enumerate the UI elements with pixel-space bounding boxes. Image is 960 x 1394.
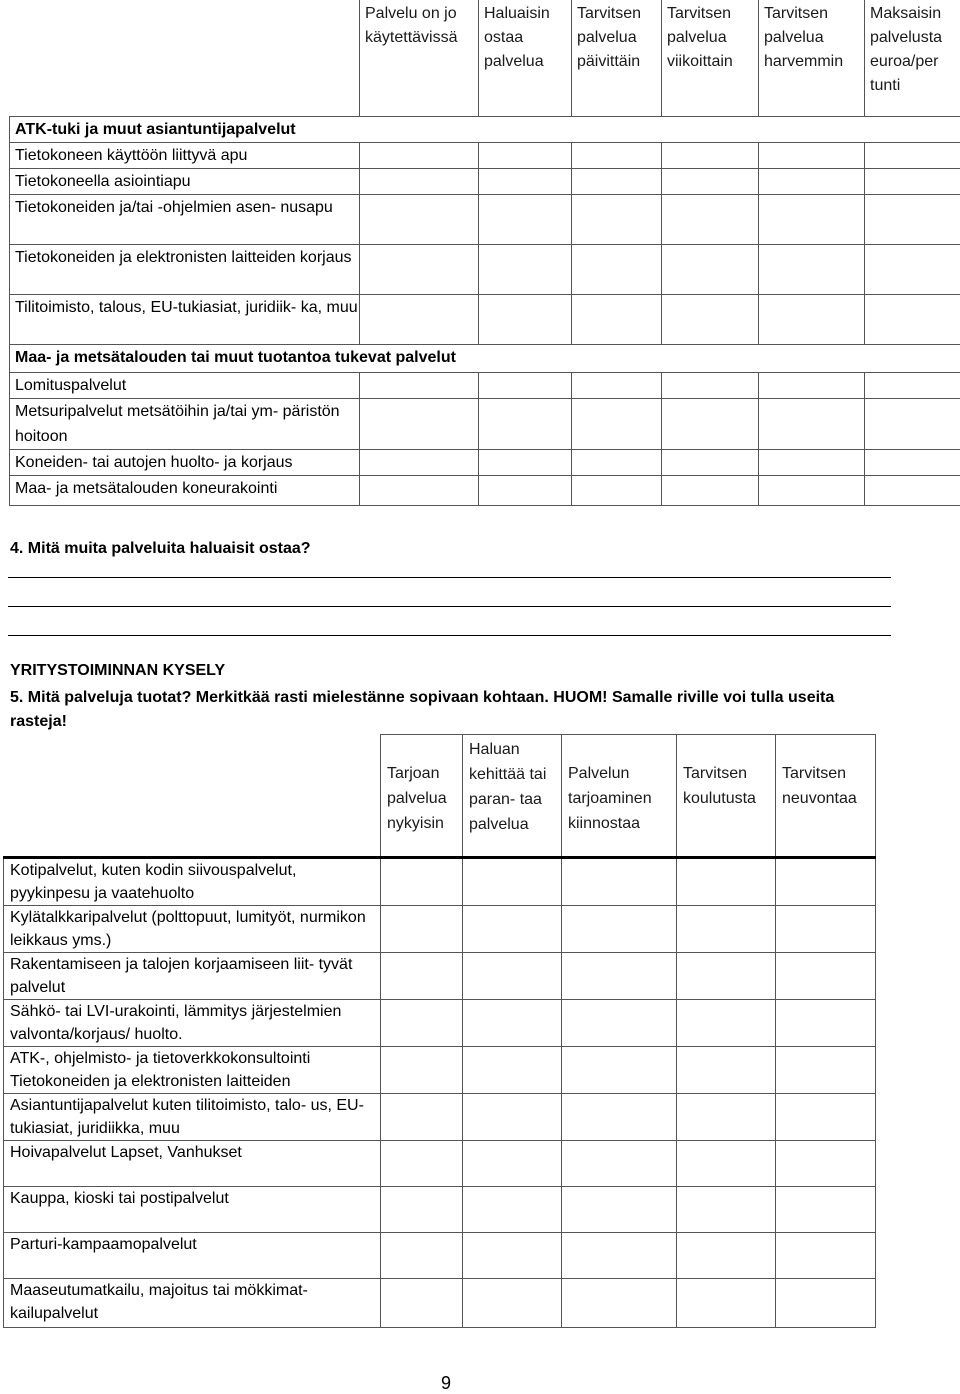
checkbox-cell[interactable] xyxy=(776,1000,876,1047)
checkbox-cell[interactable] xyxy=(759,194,865,244)
checkbox-cell[interactable] xyxy=(381,906,463,953)
checkbox-cell[interactable] xyxy=(572,398,662,449)
checkbox-cell[interactable] xyxy=(662,194,759,244)
row-label: Kotipalvelut, kuten kodin siivouspalvelut, pyykinpesu ja vaatehuolto xyxy=(4,858,381,906)
col-header-interested: Palvelun tarjoaminen kiinnostaa xyxy=(562,735,677,858)
checkbox-cell[interactable] xyxy=(463,1047,562,1094)
section-row-agriculture xyxy=(10,344,960,372)
checkbox-cell[interactable] xyxy=(572,244,662,294)
checkbox-cell[interactable] xyxy=(562,1279,677,1328)
question-4: 4. Mitä muita palveluita haluaisit ostaa? xyxy=(10,540,311,557)
checkbox-cell[interactable] xyxy=(572,142,662,168)
checkbox-cell[interactable] xyxy=(662,142,759,168)
checkbox-cell[interactable] xyxy=(463,1187,562,1233)
price-cell[interactable] xyxy=(865,194,960,244)
checkbox-cell[interactable] xyxy=(662,372,759,398)
row-label: Tilitoimisto, talous, EU-tukiasiat, juridiik- ka, muu xyxy=(10,294,360,344)
row-label: Lomituspalvelut xyxy=(10,372,360,398)
table-row xyxy=(4,1187,876,1233)
col-header-develop: Haluan kehittää tai paran- taa palvelua xyxy=(463,735,562,858)
table-row xyxy=(10,372,960,398)
checkbox-cell[interactable] xyxy=(381,1047,463,1094)
checkbox-cell[interactable] xyxy=(381,1141,463,1187)
section-title-atk: ATK-tuki ja muut asiantuntijapalvelut xyxy=(10,116,479,142)
checkbox-cell[interactable] xyxy=(360,372,479,398)
table-row xyxy=(10,194,960,244)
table2-corner xyxy=(4,735,381,858)
price-cell[interactable] xyxy=(865,142,960,168)
row-label: Sähkö- tai LVI-urakointi, lämmitys järjestelmien valvonta/korjaus/ huolto. xyxy=(4,1000,381,1047)
checkbox-cell[interactable] xyxy=(479,475,572,505)
answer-line[interactable] xyxy=(8,577,891,578)
row-label: Hoivapalvelut Lapset, Vanhukset xyxy=(4,1141,381,1187)
checkbox-cell[interactable] xyxy=(776,1279,876,1328)
checkbox-cell[interactable] xyxy=(776,1233,876,1279)
table-row xyxy=(10,398,960,449)
services-offered-table xyxy=(3,734,876,1328)
checkbox-cell[interactable] xyxy=(572,168,662,194)
checkbox-cell[interactable] xyxy=(662,168,759,194)
col-header-daily: Tarvitsen palvelua päivittäin xyxy=(572,0,662,116)
question-5: 5. Mitä palveluja tuotat? Merkitkää rasti mielestänne sopivaan kohtaan. HUOM! Samalle riville voi tulla useita rasteja! xyxy=(10,689,835,730)
checkbox-cell[interactable] xyxy=(360,194,479,244)
price-cell[interactable] xyxy=(865,398,960,449)
col-header-would-buy: Haluaisin ostaa palvelua xyxy=(479,0,572,116)
row-label: Tietokoneella asiointiapu xyxy=(10,168,360,194)
checkbox-cell[interactable] xyxy=(662,449,759,475)
checkbox-cell[interactable] xyxy=(776,1047,876,1094)
checkbox-cell[interactable] xyxy=(562,906,677,953)
checkbox-cell[interactable] xyxy=(360,449,479,475)
page-number: 9 xyxy=(441,1373,452,1393)
checkbox-cell[interactable] xyxy=(381,858,463,906)
checkbox-cell[interactable] xyxy=(562,1047,677,1094)
checkbox-cell[interactable] xyxy=(677,1279,776,1328)
price-cell[interactable] xyxy=(865,294,960,344)
checkbox-cell[interactable] xyxy=(463,1094,562,1141)
table-row xyxy=(10,475,960,505)
checkbox-cell[interactable] xyxy=(360,294,479,344)
checkbox-cell[interactable] xyxy=(381,1279,463,1328)
checkbox-cell[interactable] xyxy=(479,294,572,344)
answer-line[interactable] xyxy=(8,635,891,636)
table1-header-row xyxy=(10,0,960,116)
checkbox-cell[interactable] xyxy=(662,398,759,449)
price-cell[interactable] xyxy=(865,449,960,475)
checkbox-cell[interactable] xyxy=(759,294,865,344)
checkbox-cell[interactable] xyxy=(479,168,572,194)
checkbox-cell[interactable] xyxy=(572,449,662,475)
checkbox-cell[interactable] xyxy=(677,858,776,906)
col-header-need-advice: Tarvitsen neuvontaa xyxy=(776,735,876,858)
checkbox-cell[interactable] xyxy=(463,1141,562,1187)
checkbox-cell[interactable] xyxy=(677,1000,776,1047)
checkbox-cell[interactable] xyxy=(572,372,662,398)
col-header-less-often: Tarvitsen palvelua harvemmin xyxy=(759,0,865,116)
checkbox-cell[interactable] xyxy=(463,858,562,906)
checkbox-cell[interactable] xyxy=(463,953,562,1000)
checkbox-cell[interactable] xyxy=(479,142,572,168)
row-label: Tietokoneiden ja elektronisten laitteiden korjaus xyxy=(10,244,360,294)
checkbox-cell[interactable] xyxy=(662,294,759,344)
table-row xyxy=(10,244,960,294)
checkbox-cell[interactable] xyxy=(677,1094,776,1141)
checkbox-cell[interactable] xyxy=(662,475,759,505)
checkbox-cell[interactable] xyxy=(562,858,677,906)
checkbox-cell[interactable] xyxy=(759,475,865,505)
col-header-weekly: Tarvitsen palvelua viikoittain xyxy=(662,0,759,116)
checkbox-cell[interactable] xyxy=(381,1094,463,1141)
checkbox-cell[interactable] xyxy=(562,953,677,1000)
checkbox-cell[interactable] xyxy=(759,142,865,168)
checkbox-cell[interactable] xyxy=(479,449,572,475)
checkbox-cell[interactable] xyxy=(360,142,479,168)
checkbox-cell[interactable] xyxy=(479,244,572,294)
checkbox-cell[interactable] xyxy=(562,1094,677,1141)
checkbox-cell[interactable] xyxy=(381,1233,463,1279)
table-row xyxy=(4,1141,876,1187)
col-header-offer-now: Tarjoan palvelua nykyisin xyxy=(381,735,463,858)
row-label: Rakentamiseen ja talojen korjaamiseen liit- tyvät palvelut xyxy=(4,953,381,1000)
checkbox-cell[interactable] xyxy=(381,953,463,1000)
checkbox-cell[interactable] xyxy=(463,906,562,953)
price-cell[interactable] xyxy=(865,475,960,505)
checkbox-cell[interactable] xyxy=(572,475,662,505)
checkbox-cell[interactable] xyxy=(572,294,662,344)
section-title-agriculture: Maa- ja metsätalouden tai muut tuotantoa tukevat palvelut xyxy=(10,344,572,372)
table-row xyxy=(4,858,876,906)
table-row xyxy=(4,1233,876,1279)
checkbox-cell[interactable] xyxy=(776,858,876,906)
table-row xyxy=(4,1279,876,1328)
col-header-price-per-hour: Maksaisin palvelusta euroa/per tunti xyxy=(865,0,960,116)
checkbox-cell[interactable] xyxy=(759,372,865,398)
row-label: Maa- ja metsätalouden koneurakointi xyxy=(10,475,360,505)
section-title: YRITYSTOIMINNAN KYSELY xyxy=(10,662,226,679)
table2-header-row xyxy=(4,735,876,858)
checkbox-cell[interactable] xyxy=(562,1000,677,1047)
row-label: Koneiden- tai autojen huolto- ja korjaus xyxy=(10,449,360,475)
checkbox-cell[interactable] xyxy=(759,168,865,194)
checkbox-cell[interactable] xyxy=(677,1047,776,1094)
checkbox-cell[interactable] xyxy=(677,1187,776,1233)
checkbox-cell[interactable] xyxy=(360,398,479,449)
checkbox-cell[interactable] xyxy=(677,906,776,953)
checkbox-cell[interactable] xyxy=(463,1000,562,1047)
checkbox-cell[interactable] xyxy=(776,1141,876,1187)
row-label: Tietokoneiden ja/tai -ohjelmien asen- nusapu xyxy=(10,194,360,244)
price-cell[interactable] xyxy=(865,372,960,398)
row-label: Kylätalkkaripalvelut (polttopuut, lumityöt, nurmikon leikkaus yms.) xyxy=(4,906,381,953)
checkbox-cell[interactable] xyxy=(677,953,776,1000)
table-row xyxy=(4,906,876,953)
checkbox-cell[interactable] xyxy=(381,1187,463,1233)
section-row-atk xyxy=(10,116,960,142)
checkbox-cell[interactable] xyxy=(360,475,479,505)
checkbox-cell[interactable] xyxy=(479,372,572,398)
checkbox-cell[interactable] xyxy=(562,1233,677,1279)
table-row xyxy=(10,168,960,194)
price-cell[interactable] xyxy=(865,244,960,294)
col-header-available: Palvelu on jo käytettävissä xyxy=(360,0,479,116)
checkbox-cell[interactable] xyxy=(759,244,865,294)
table-row xyxy=(4,953,876,1000)
checkbox-cell[interactable] xyxy=(463,1279,562,1328)
row-label: ATK-, ohjelmisto- ja tietoverkkokonsultointi Tietokoneiden ja elektronisten laitteiden xyxy=(4,1047,381,1094)
table-row xyxy=(10,142,960,168)
checkbox-cell[interactable] xyxy=(677,1233,776,1279)
table-row xyxy=(10,294,960,344)
row-label: Parturi-kampaamopalvelut xyxy=(4,1233,381,1279)
checkbox-cell[interactable] xyxy=(562,1187,677,1233)
answer-line[interactable] xyxy=(8,606,891,607)
table-row xyxy=(4,1047,876,1094)
checkbox-cell[interactable] xyxy=(776,906,876,953)
checkbox-cell[interactable] xyxy=(479,398,572,449)
row-label: Tietokoneen käyttöön liittyvä apu xyxy=(10,142,360,168)
row-label: Metsuripalvelut metsätöihin ja/tai ym- päristön hoitoon xyxy=(10,398,360,449)
services-need-table xyxy=(9,0,960,506)
checkbox-cell[interactable] xyxy=(360,168,479,194)
table1-corner xyxy=(10,0,360,116)
checkbox-cell[interactable] xyxy=(479,194,572,244)
price-cell[interactable] xyxy=(865,168,960,194)
checkbox-cell[interactable] xyxy=(360,244,479,294)
checkbox-cell[interactable] xyxy=(381,1000,463,1047)
table-row xyxy=(4,1094,876,1141)
checkbox-cell[interactable] xyxy=(776,1187,876,1233)
table-row xyxy=(10,449,960,475)
checkbox-cell[interactable] xyxy=(776,953,876,1000)
row-label: Maaseutumatkailu, majoitus tai mökkimat- kailupalvelut xyxy=(4,1279,381,1328)
col-header-need-training: Tarvitsen koulutusta xyxy=(677,735,776,858)
checkbox-cell[interactable] xyxy=(776,1094,876,1141)
checkbox-cell[interactable] xyxy=(759,449,865,475)
checkbox-cell[interactable] xyxy=(463,1233,562,1279)
checkbox-cell[interactable] xyxy=(662,244,759,294)
table-row xyxy=(4,1000,876,1047)
checkbox-cell[interactable] xyxy=(759,398,865,449)
checkbox-cell[interactable] xyxy=(562,1141,677,1187)
checkbox-cell[interactable] xyxy=(677,1141,776,1187)
checkbox-cell[interactable] xyxy=(572,194,662,244)
row-label: Asiantuntijapalvelut kuten tilitoimisto, talo- us, EU-tukiasiat, juridiikka, muu xyxy=(4,1094,381,1141)
row-label: Kauppa, kioski tai postipalvelut xyxy=(4,1187,381,1233)
